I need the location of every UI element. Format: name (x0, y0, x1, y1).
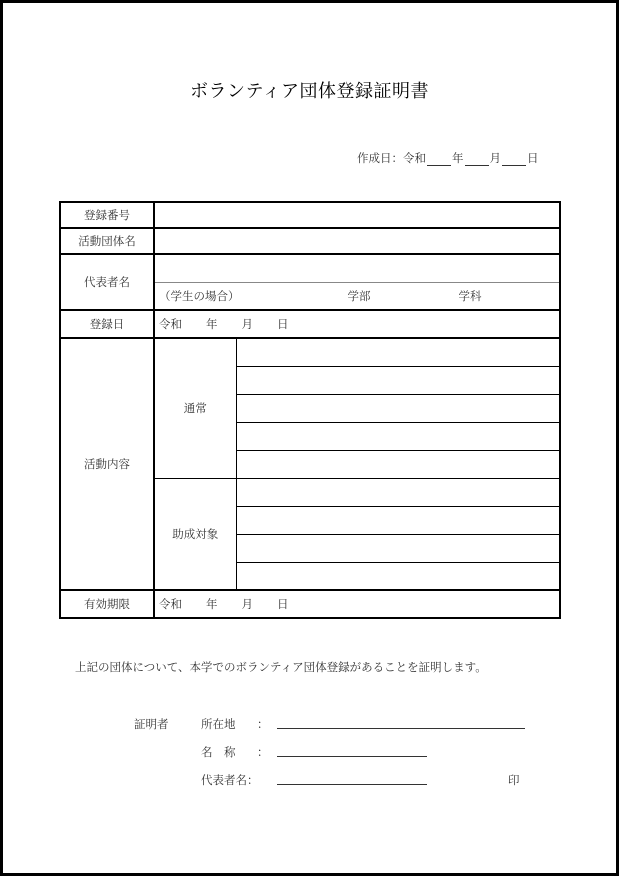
month-unit: 月 (489, 151, 501, 165)
reg-date-year: 年 (206, 317, 218, 331)
year-blank[interactable] (427, 152, 451, 166)
grant-activity-line[interactable] (236, 562, 560, 590)
activity-content-label: 活動内容 (60, 338, 154, 590)
registration-number-field[interactable] (154, 202, 560, 228)
regular-activity-line[interactable] (236, 394, 560, 422)
regular-activity-line[interactable] (236, 422, 560, 450)
representative-label: 代表者名 (60, 254, 154, 310)
registration-date-field[interactable] (154, 310, 560, 338)
faculty-label: 学部 (347, 288, 371, 303)
grant-activity-label: 助成対象 (154, 478, 236, 590)
group-name-label: 活動団体名 (60, 228, 154, 254)
certifier-label: 証明者 (134, 717, 169, 731)
valid-day: 日 (277, 597, 289, 611)
address-underline[interactable] (277, 728, 525, 729)
row-registration-number (60, 202, 560, 228)
row-registration-date (60, 310, 560, 338)
name-underline[interactable] (277, 756, 427, 757)
address-label: 所在地 (201, 717, 236, 731)
registration-form-table (59, 201, 561, 619)
student-note: （学生の場合） (159, 288, 240, 303)
seal-mark: 印 (508, 773, 520, 787)
regular-activity-label: 通常 (154, 338, 236, 478)
day-blank[interactable] (502, 152, 526, 166)
name-colon: ： (257, 745, 269, 759)
regular-activity-line[interactable] (236, 366, 560, 394)
registration-date-label: 登録日 (60, 310, 154, 338)
reg-date-era: 令和 (159, 317, 182, 331)
reg-date-day: 日 (277, 317, 289, 331)
document-title: ボランティア団体登録証明書 (189, 81, 430, 102)
year-unit: 年 (452, 151, 464, 165)
grant-activity-line[interactable] (236, 534, 560, 562)
group-name-field[interactable] (154, 228, 560, 254)
valid-era: 令和 (159, 597, 182, 611)
certification-statement: 上記の団体について、本学でのボランティア団体登録があることを証明します。 (75, 660, 487, 674)
representative-sign-label: 代表者名： (201, 773, 259, 787)
regular-activity-line[interactable] (236, 338, 560, 366)
grant-activity-line[interactable] (236, 506, 560, 534)
representative-field[interactable] (154, 254, 560, 282)
month-blank[interactable] (465, 152, 489, 166)
regular-activity-line[interactable] (236, 450, 560, 478)
row-activity-1 (60, 338, 560, 366)
student-info-field[interactable] (154, 282, 560, 310)
representative-underline[interactable] (277, 784, 427, 785)
creation-date-label: 作成日：令和 (357, 151, 426, 165)
valid-year: 年 (206, 597, 218, 611)
name-label: 名 称 (201, 745, 236, 759)
department-label: 学科 (458, 288, 482, 303)
valid-period-label: 有効期限 (60, 590, 154, 618)
creation-date (357, 150, 539, 166)
registration-number-label: 登録番号 (60, 202, 154, 228)
address-colon: ： (257, 717, 269, 731)
row-valid-period (60, 590, 560, 618)
row-group-name (60, 228, 560, 254)
valid-month: 月 (241, 597, 253, 611)
day-unit: 日 (527, 151, 539, 165)
grant-activity-line[interactable] (236, 478, 560, 506)
reg-date-month: 月 (241, 317, 253, 331)
valid-period-field[interactable] (154, 590, 560, 618)
row-representative (60, 254, 560, 282)
